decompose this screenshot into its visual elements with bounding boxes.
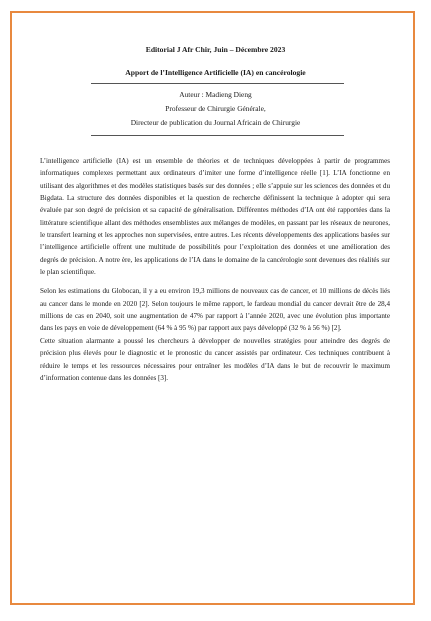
author-block: [0, 88, 431, 130]
author-name: Auteur : Madieng Dieng: [179, 90, 252, 99]
title-divider-bottom: [91, 135, 344, 136]
body-paragraph-2: Selon les estimations du Globocan, il y a eu environ 19,3 millions de nouveaux cas de cancer, et 10 millions de décès liés au cancer dans le monde en 2020 [2]. Selon toujours le même rapport, le fardeau mondial du cancer devrait être de 28,4 millions de cas en 2040, soit une augmentation de 47% par rapport à l’année 2020, avec une évolution plus importante dans les pays en voie de développement (64 % à 95 %) par rapport aux pays développé (32 % à 56 %) [2].: [40, 287, 390, 333]
body-paragraph-3: Cette situation alarmante a poussé les chercheurs à développer de nouvelles stratégies pour atteindre des degrés de précision plus élevés pour le diagnostic et le pronostic du cancer assistés par ordinateur. Ces techniques contribuent à réduire le temps et les ressources nécessaires pour entraîner les modèles d’IA dans le but de recouvrir le maximum d’information contenue dans les données [3].: [40, 336, 390, 382]
title-divider-top: [91, 83, 344, 84]
author-role: Professeur de Chirurgie Générale,: [165, 104, 266, 113]
article-title: Apport de l’Intelligence Artificielle (IA) en cancérologie: [125, 68, 306, 77]
body-paragraph-1: L’intelligence artificielle (IA) est un ensemble de théories et de techniques développées à partir de programmes informatiques complexes permettant aux ordinateurs d’imiter une forme d’intelligence réelle [1]. L’IA fonctionne en utilisant des algorithmes et des modèles statistiques basés sur des données ; elle s’appuie sur les sciences des données et du Bigdata. La structure des données disponibles et la question de recherche définissent la technique à adopter qui sera évaluée par son degré de précision et sa capacité de généralisation. Différentes méthodes d’IA ont été rapportées dans la littérature scientifique allant des méthodes ensemblistes aux mélanges de modèles, en passant par les réseaux de neurones, le transfert learning et les approches non supervisées, entre autres. Les récents développements des applications basées sur l’intelligence artificielle offrent une multitude de possibilités pour l’exploitation des données et une amélioration des degrés de précision. A notre ère, les applications de l’IA dans le domaine de la cancérologie sont devenues des réalités sur le plan scientifique.: [40, 157, 390, 277]
author-director: Directeur de publication du Journal Africain de Chirurgie: [130, 118, 301, 127]
article-body: [40, 155, 390, 391]
journal-header: Editorial J Afr Chir, Juin – Décembre 2023: [145, 45, 286, 54]
